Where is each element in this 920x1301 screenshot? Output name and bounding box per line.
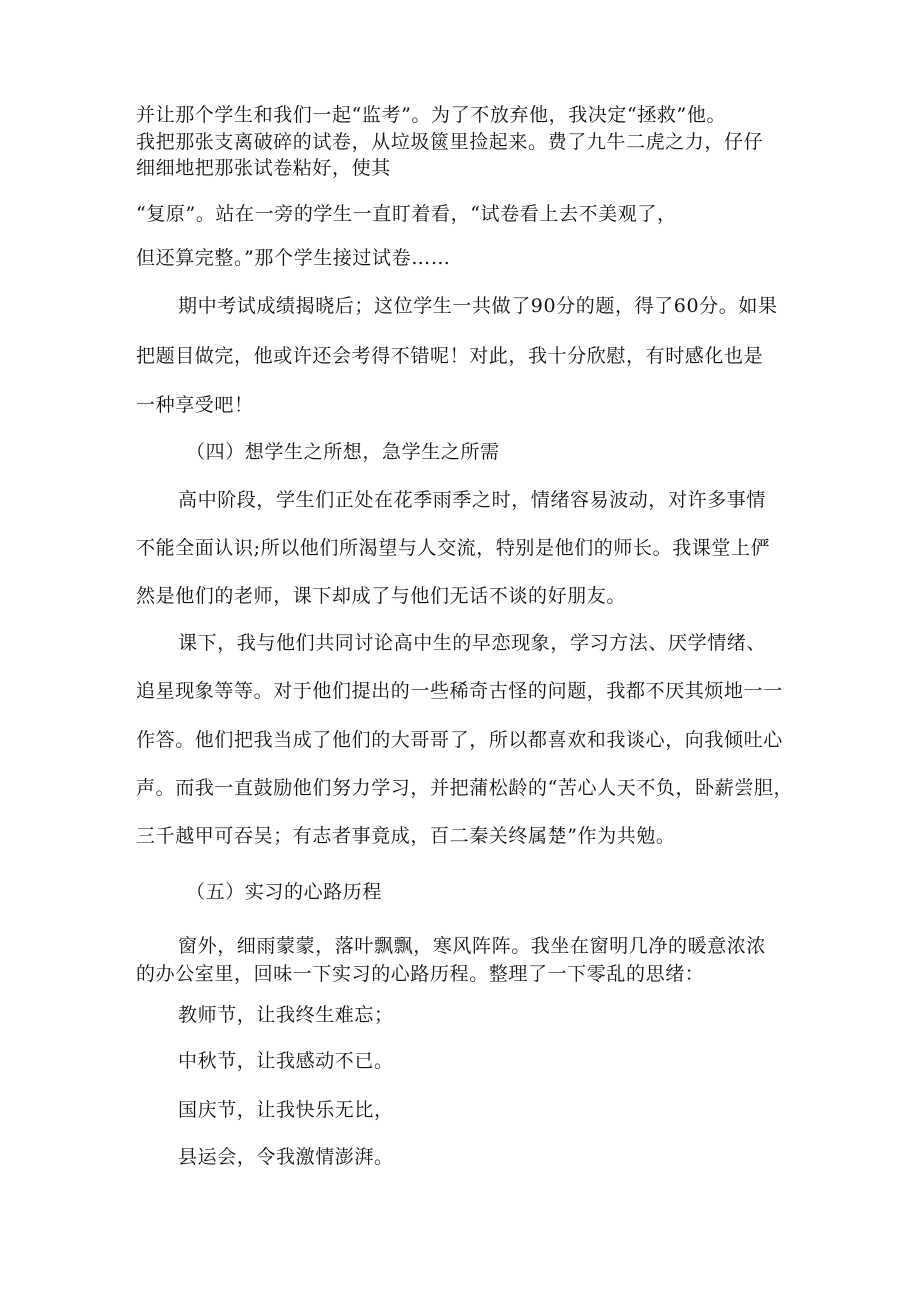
list-item: 教师节，让我终生难忘；	[178, 1004, 394, 1026]
text-line: 然是他们的老师，课下却成了与他们无话不谈的好朋友。	[136, 585, 627, 607]
text-line: 声。而我一直鼓励他们努力学习，并把蒲松龄的“苦心人天不负，卧薪尝胆，	[136, 777, 794, 799]
text-line: “复原”。站在一旁的学生一直盯着看，“试卷看上去不美观了，	[136, 203, 677, 225]
text-line: 但还算完整。”那个学生接过试卷……	[136, 247, 451, 269]
text-line: 一种享受吧！	[136, 394, 254, 416]
text-line: 细细地把那张试卷粘好，使其	[136, 157, 391, 179]
text-line: 三千越甲可吞吴；有志者事竟成，百二秦关终属楚”作为共勉。	[136, 825, 676, 847]
section-heading: （五）实习的心路历程	[186, 881, 383, 903]
list-item: 县运会，令我激情澎湃。	[178, 1146, 394, 1168]
text-line: 高中阶段，学生们正处在花季雨季之时，情绪容易波动，对许多事情	[178, 489, 767, 511]
text-line: 我把那张支离破碎的试卷，从垃圾篋里捡起来。费了九牛二虎之力，仔仔	[136, 131, 764, 153]
text-line: 作答。他们把我当成了他们的大哥哥了，所以都喜欢和我谈心，向我倾吐心	[136, 729, 783, 751]
text-line: 不能全面认识;所以他们所渴望与人交流，特别是他们的师长。我课堂上俨	[136, 537, 771, 559]
text-line: 追星现象等等。对于他们提出的一些稀奇古怪的问题，我都不厌其烦地一一	[136, 680, 783, 702]
text-line: 课下，我与他们共同讨论高中生的早恋现象，学习方法、厌学情绪、	[178, 632, 767, 654]
list-item: 国庆节，让我快乐无比，	[178, 1099, 394, 1121]
text-line: 并让那个学生和我们一起“监考”。为了不放弃他，我决定“拯救”他。	[136, 104, 727, 126]
text-line: 窗外，细雨蒙蒙，落叶飘飘，寒风阵阵。我坐在窗明几净的暖意浓浓	[178, 935, 767, 957]
text-line: 把题目做完，他或许还会考得不错呢！对此，我十分欣慰，有时感化也是	[136, 345, 764, 367]
text-line: 期中考试成绩揭晓后；这位学生一共做了90分的题，得了60分。如果	[178, 295, 778, 317]
text-line: 的办公室里，回味一下实习的心路历程。整理了一下零乱的思绪：	[136, 963, 705, 985]
list-item: 中秋节，让我感动不已。	[178, 1050, 394, 1072]
section-heading: （四）想学生之所想，急学生之所需	[186, 441, 500, 463]
